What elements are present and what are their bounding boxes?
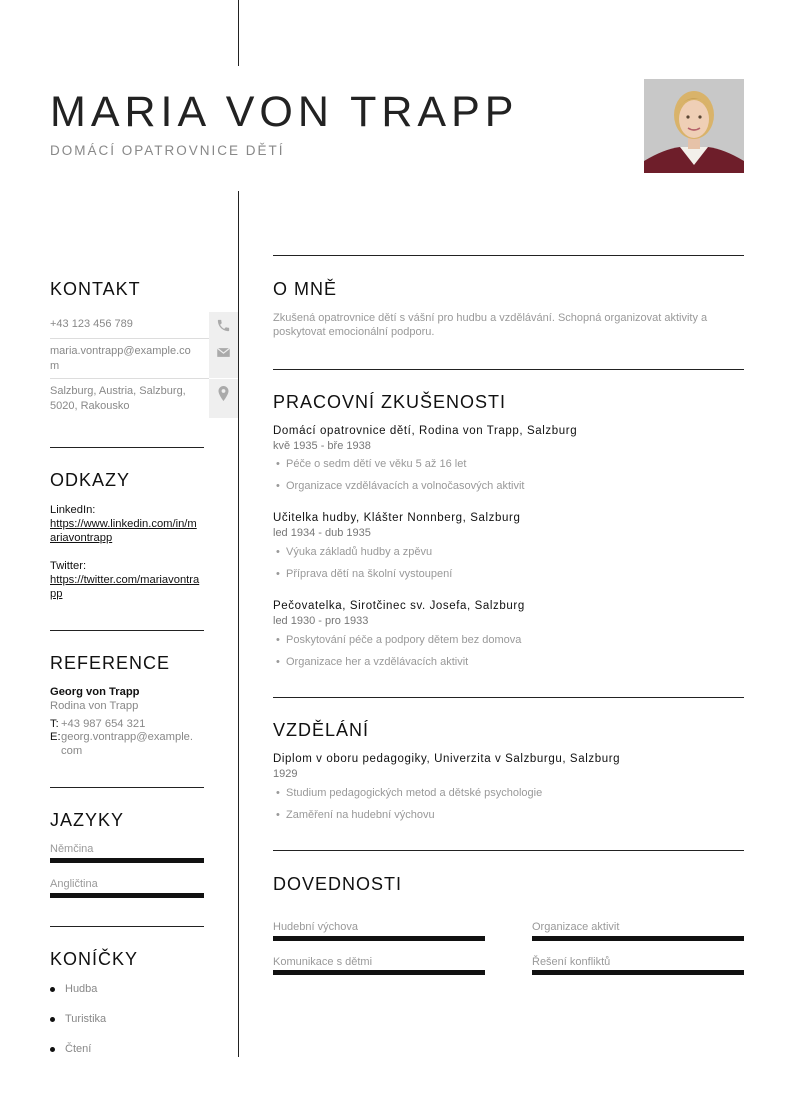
links-heading: ODKAZY — [50, 470, 131, 490]
skill-level-bar — [532, 970, 744, 975]
reference-org: Rodina von Trapp — [50, 700, 139, 712]
job-title: Domácí opatrovnice dětí, Rodina von Trapp, Salzburg — [273, 425, 578, 437]
contact-heading: KONTAKT — [50, 279, 141, 299]
job-bullet: • Organizace her a vzdělávacích aktivit — [276, 656, 469, 668]
bullet-dot-icon — [50, 987, 55, 992]
skill-name: Hudební výchova — [273, 921, 358, 933]
mail-icon-box — [209, 339, 238, 378]
section-divider — [50, 630, 204, 631]
section-divider — [273, 697, 744, 698]
job-bullet: • Organizace vzdělávacích a volnočasových aktivit — [276, 480, 525, 492]
job-bullet: • Příprava dětí na školní vystoupení — [276, 568, 453, 580]
hobbies-heading: KONÍČKY — [50, 949, 139, 969]
contact-email: maria.vontrapp@example.co m — [50, 345, 191, 372]
location-icon-box — [209, 379, 238, 418]
experience-heading: PRACOVNÍ ZKUŠENOSTI — [273, 392, 507, 412]
section-divider — [50, 926, 204, 927]
job-date: led 1930 - pro 1933 — [273, 615, 369, 627]
candidate-name: MARIA VON TRAPP — [50, 88, 519, 136]
linkedin-link[interactable]: https://www.linkedin.com/in/mariavontrapp — [50, 518, 197, 544]
job-title: Učitelka hudby, Klášter Nonnberg, Salzburg — [273, 512, 521, 524]
skill-name: Řešení konfliktů — [532, 956, 611, 968]
education-degree: Diplom v oboru pedagogiky, Univerzita v Salzburgu, Salzburg — [273, 753, 621, 765]
education-heading: VZDĚLÁNÍ — [273, 720, 370, 740]
job-title: Pečovatelka, Sirotčinec sv. Josefa, Salzburg — [273, 600, 525, 612]
contact-phone: +43 123 456 789 — [50, 318, 133, 330]
contact-address-row — [50, 379, 238, 418]
skill-name: Organizace aktivit — [532, 921, 620, 933]
profile-photo — [644, 79, 744, 173]
hobby-item: Čtení — [50, 1043, 91, 1055]
mail-icon — [216, 345, 231, 360]
job-bullet: • Výuka základů hudby a zpěvu — [276, 546, 433, 558]
language-level-bar — [50, 858, 204, 863]
job-bullet: • Péče o sedm dětí ve věku 5 až 16 let — [276, 458, 467, 470]
twitter-link[interactable]: https://twitter.com/mariavontrapp — [50, 574, 200, 600]
phone-icon-box — [209, 312, 238, 339]
job-bullet: • Poskytování péče a podpory dětem bez domova — [276, 634, 522, 646]
twitter-label: Twitter: — [50, 560, 87, 572]
hobby-item: Hudba — [50, 983, 97, 995]
section-divider — [273, 255, 744, 256]
reference-phone: +43 987 654 321 — [61, 718, 146, 730]
section-divider — [50, 447, 204, 448]
reference-email-label: E: — [50, 731, 61, 743]
contact-phone-row — [50, 312, 238, 339]
candidate-title: DOMÁCÍ OPATROVNICE DĚTÍ — [50, 143, 285, 158]
reference-email: georg.vontrapp@example. com — [61, 731, 194, 757]
languages-heading: JAZYKY — [50, 810, 125, 830]
location-icon — [216, 385, 231, 402]
reference-name: Georg von Trapp — [50, 686, 140, 698]
about-heading: O MNĚ — [273, 279, 338, 299]
education-bullet: • Studium pedagogických metod a dětské psychologie — [276, 787, 543, 799]
reference-phone-label: T: — [50, 718, 59, 730]
skill-name: Komunikace s dětmi — [273, 956, 373, 968]
linkedin-label: LinkedIn: — [50, 504, 96, 516]
contact-address: Salzburg, Austria, Salzburg, 5020, Rakousko — [50, 385, 186, 412]
contact-email-row — [50, 339, 238, 378]
skill-level-bar — [273, 936, 485, 941]
education-year: 1929 — [273, 768, 298, 780]
section-divider — [273, 369, 744, 370]
education-bullet: • Zaměření na hudební výchovu — [276, 809, 435, 821]
column-divider-line — [238, 191, 239, 1057]
section-divider — [50, 787, 204, 788]
skills-heading: DOVEDNOSTI — [273, 874, 403, 894]
job-date: kvě 1935 - bře 1938 — [273, 440, 371, 452]
language-name: Němčina — [50, 843, 94, 855]
phone-icon — [216, 318, 231, 333]
section-divider — [273, 850, 744, 851]
hobby-item: Turistika — [50, 1013, 106, 1025]
skill-level-bar — [273, 970, 485, 975]
about-text: Zkušená opatrovnice dětí s vášní pro hudbu a vzdělávání. Schopná organizovat aktivity a poskytovat emocionální podporu. — [273, 312, 708, 338]
language-level-bar — [50, 893, 204, 898]
header-divider-line — [238, 0, 239, 66]
skill-level-bar — [532, 936, 744, 941]
job-date: led 1934 - dub 1935 — [273, 527, 371, 539]
bullet-dot-icon — [50, 1047, 55, 1052]
bullet-dot-icon — [50, 1017, 55, 1022]
language-name: Angličtina — [50, 878, 98, 890]
reference-heading: REFERENCE — [50, 653, 171, 673]
